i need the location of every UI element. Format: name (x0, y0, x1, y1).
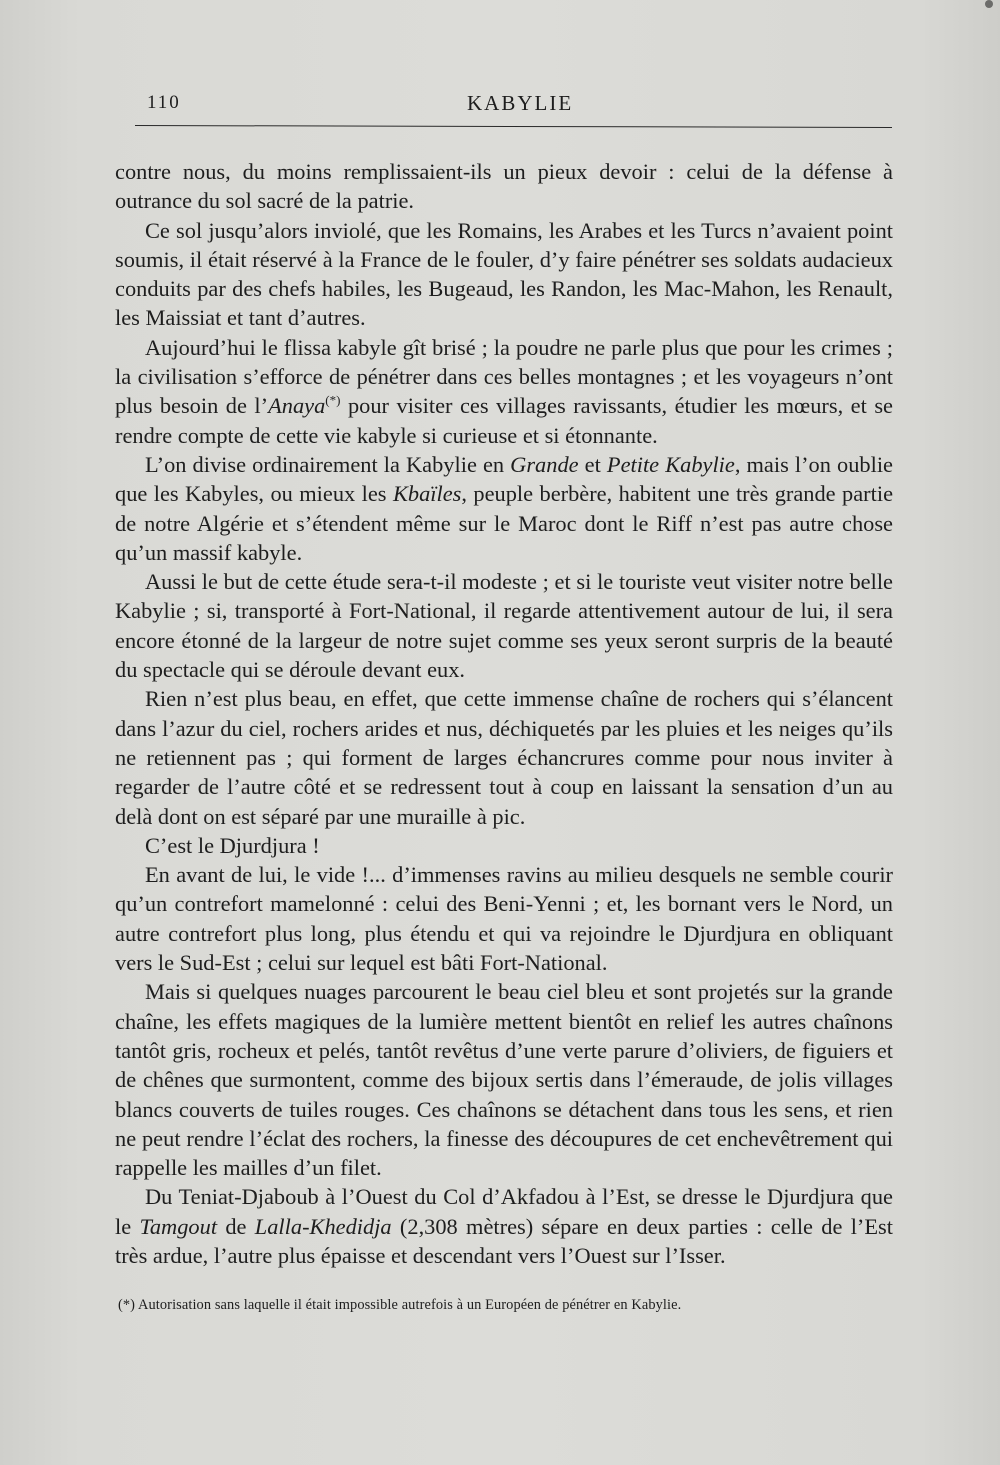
body-text (115, 157, 893, 1270)
italic-term: Grande (510, 451, 579, 477)
italic-term: Tamgout (139, 1213, 218, 1239)
header-rule (135, 125, 892, 128)
paragraph-text: Mais si quelques nuages parcourent le beau ciel bleu et sont projetés sur la grande chaîne, les effets magiques de la lumière mettent bientôt en relief les autres chaînons tantôt gris, rocheux et pelés, tantôt revêtus d’une verte parure d’oliviers, de figuiers et de chênes que surmontent, comme des bijoux sertis dans l’émeraude, de jolis villages blancs couverts de tuiles rouges. Ces chaînons se détachent dans tous les sens, et rien ne peut rendre l’éclat des rochers, la finesse des découpures de cet enchevêtrement qui rappelle les mailles d’un filet. (115, 979, 893, 1181)
paragraph (115, 831, 893, 860)
footnote-marker: (*) (118, 1297, 136, 1313)
paragraph-text: et (578, 451, 607, 477)
paragraph (115, 450, 893, 567)
paragraph-text: pour visiter ces villages ravissants, étudier les mœurs, et se rendre compte de cette vie kabyle si curieuse et si étonnante. (115, 393, 893, 448)
paragraph-text: Aussi le but de cette étude sera-t-il modeste ; et si le touriste veut visiter notre belle Kabylie ; si, transporté à Fort-National, il regarde attentivement autour de lui, il sera encore étonné de la largeur de notre sujet comme ses yeux seront surpris de la beauté du spectacle qui se déroule devant eux. (115, 569, 893, 683)
italic-term: Anaya (268, 393, 326, 419)
paragraph-text: , mais l’on oublie que les Kabyles, ou mieux les (115, 451, 893, 507)
paragraph-text: Ce sol jusqu’alors inviolé, que les Romains, les Arabes et les Turcs n’avaient point soumis, il était réservé à la France de le fouler, d’y faire pénétrer ses soldats audacieux conduits par des chefs habiles, les Bugeaud, les Randon, les Mac-Mahon, les Renault, les Maissiat et tant d’autres. (115, 217, 893, 331)
paragraph (115, 216, 893, 333)
paragraph-text: , peuple berbère, habitent une très grande partie de notre Algérie et s’étendent même sur le Maroc dont le Riff n’est pas autre chose qu’un massif kabyle. (115, 481, 894, 565)
ink-spot (985, 0, 993, 8)
paragraph (115, 977, 893, 1182)
paragraph-text: Aujourd’hui le flissa kabyle gît brisé ; la poudre ne parle plus que pour les crimes ; la civilisation s’efforce de pénétrer dans ces belles montagnes ; et les voyageurs n’ont plus besoin de l’ (115, 334, 893, 419)
paragraph (115, 684, 893, 830)
paragraph-text: En avant de lui, le vide !... d’immenses ravins au milieu desquels ne semble courir qu’un contrefort mamelonné : celui des Beni-Yenni ; et, les bornant vers le Nord, un autre contrefort plus long, plus étendu et qui va rejoindre le Djurdjura en obliquant vers le Sud-Est ; celui sur lequel est bâti Fort-National. (115, 862, 893, 976)
page-number: 110 (147, 92, 181, 113)
paragraph (115, 860, 893, 977)
paragraph-text: Rien n’est plus beau, en effet, que cette immense chaîne de rochers qui s’élancent dans l’azur du ciel, rochers arides et nus, déchiquetés par les pluies et les neiges qu’ils ne retiennent pas ; qui forment de larges échancrures comme pour nous inviter à regarder de l’autre côté et se redressent tout à coup en laissant la sensation d’un au delà dont on est séparé par une muraille à pic. (115, 686, 893, 829)
footnote (118, 1295, 878, 1315)
italic-term: Kbaïles (392, 481, 462, 507)
paragraph-text: L’on divise ordinairement la Kabylie en (145, 451, 511, 477)
paragraph-text: C’est le Djurdjura ! (145, 832, 320, 858)
italic-term: Petite Kabylie (606, 451, 735, 477)
paragraph (115, 567, 893, 684)
paragraph (115, 333, 893, 450)
running-title: KABYLIE (467, 91, 574, 115)
paragraph (115, 157, 893, 216)
paragraph (115, 1182, 893, 1270)
footnote-reference: (*) (325, 392, 341, 408)
paragraph-text: Du Teniat-Djaboub à l’Ouest du Col d’Akfadou à l’Est, se dresse le Djurdjura que le (115, 1184, 893, 1239)
paragraph-text: de (217, 1213, 255, 1239)
page-header (147, 88, 892, 118)
footnote-text: Autorisation sans laquelle il était impossible autrefois à un Européen de pénétrer en Kabylie. (138, 1297, 682, 1313)
italic-term: Lalla-Khedidja (254, 1213, 392, 1239)
paragraph-text: contre nous, du moins remplissaient-ils un pieux devoir : celui de la défense à outrance du sol sacré de la patrie. (115, 159, 893, 214)
paragraph-text: (2,308 mètres) sépare en deux parties : celle de l’Est très ardue, l’autre plus épaisse et descendant vers l’Ouest sur l’Isser. (115, 1213, 893, 1268)
